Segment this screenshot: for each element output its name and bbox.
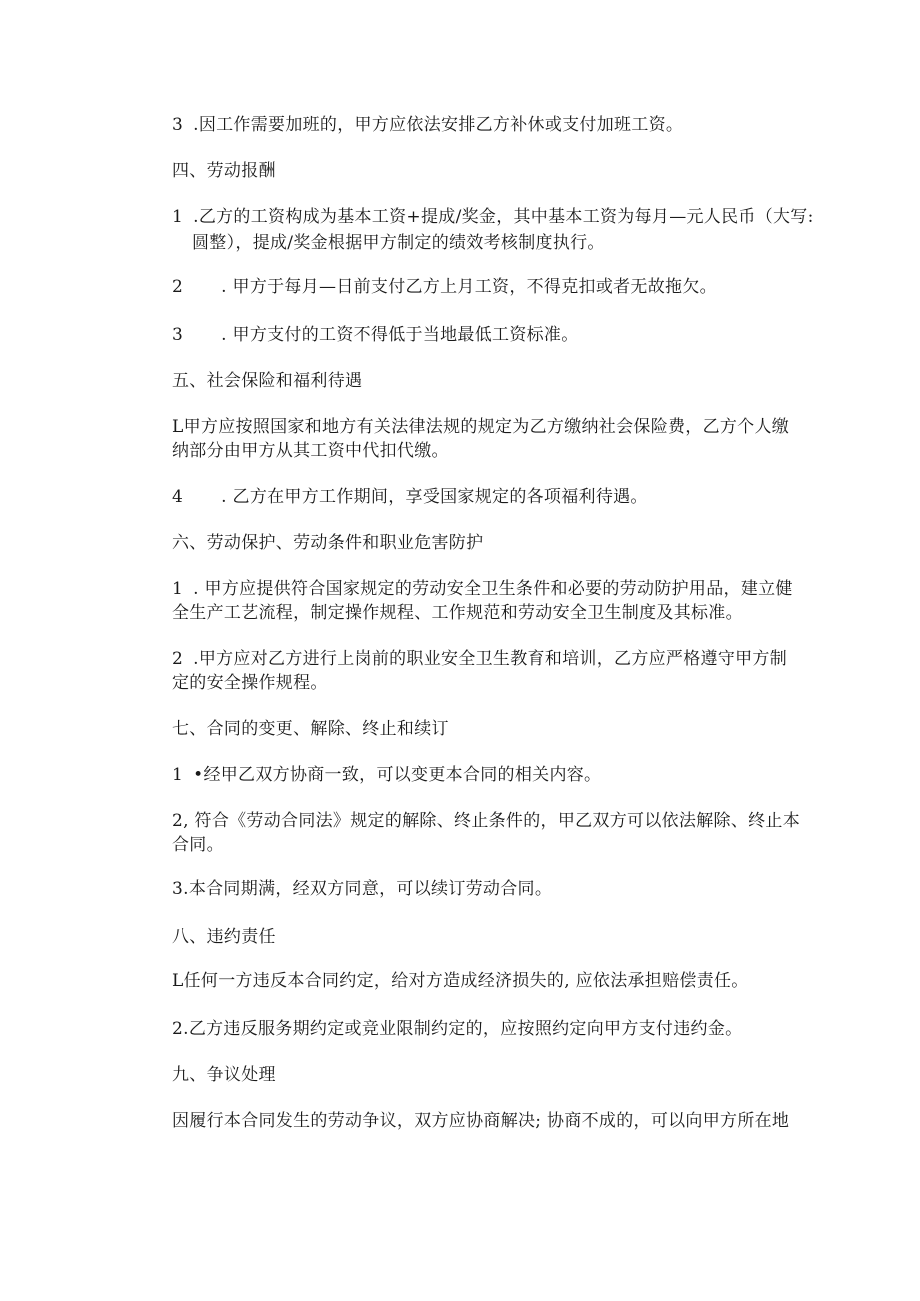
clause-text: .因工作需要加班的，甲方应依法安排乙方补休或支付加班工资。 — [193, 115, 684, 135]
clause-text: 3.本合同期满，经双方同意，可以续订劳动合同。 — [172, 879, 553, 899]
clause-text: •经甲乙双方协商一致，可以变更本合同的相关内容。 — [193, 765, 602, 785]
clause-text: 2.乙方违反服务期约定或竞业限制约定的，应按照约定向甲方支付违约金。 — [172, 1019, 743, 1039]
section-heading-text: 八、违约责任 — [172, 927, 276, 947]
clause-dispute-resolution — [172, 1111, 789, 1131]
clause-3-contract-renewal — [172, 879, 552, 899]
section-heading-4 — [172, 161, 276, 181]
section-heading-5 — [172, 371, 362, 391]
clause-text: 全生产工艺流程，制定操作规程、工作规范和劳动安全卫生制度及其标准。 — [172, 603, 743, 623]
clause-2-safety-training-continued — [172, 673, 328, 693]
section-heading-7 — [172, 719, 449, 739]
clause-2-payday — [172, 277, 717, 297]
clause-2-contract-termination-continued — [172, 835, 224, 855]
clause-number: 4 — [172, 487, 184, 507]
clause-number: 1 — [172, 207, 184, 227]
clause-3-overtime — [172, 115, 683, 135]
clause-3-minimum-wage — [172, 325, 579, 345]
clause-text: L任何一方违反本合同约定，给对方造成经济损失的, 应依法承担赔偿责任。 — [172, 971, 749, 991]
clause-text: .甲方应对乙方进行上岗前的职业安全卫生教育和培训，乙方应严格遵守甲方制 — [193, 649, 788, 669]
section-heading-6 — [172, 533, 483, 553]
clause-text: 定的安全操作规程。 — [172, 673, 328, 693]
clause-1-safety-conditions-continued — [172, 603, 743, 623]
clause-text: . 甲方支付的工资不得低于当地最低工资标准。 — [221, 325, 579, 345]
clause-text: 纳部分由甲方从其工资中代扣代缴。 — [172, 441, 449, 461]
clause-text: . 乙方在甲方工作期间，享受国家规定的各项福利待遇。 — [221, 487, 648, 507]
clause-1-liability — [172, 971, 749, 991]
clause-number: 1 — [172, 765, 184, 785]
clause-4-welfare — [172, 487, 648, 507]
section-heading-8 — [172, 927, 276, 947]
clause-1-social-insurance-continued — [172, 441, 449, 461]
clause-1-salary — [172, 207, 814, 227]
clause-number: 2 — [172, 649, 184, 669]
clause-text: . 甲方应提供符合国家规定的劳动安全卫生条件和必要的劳动防护用品，建立健 — [193, 579, 793, 599]
clause-text: 因履行本合同发生的劳动争议，双方应协商解决; 协商不成的，可以向甲方所在地 — [172, 1111, 790, 1131]
clause-2-contract-termination — [172, 811, 800, 831]
clause-number: 3 — [172, 115, 184, 135]
clause-1-salary-continued — [192, 233, 605, 253]
clause-text: L甲方应按照国家和地方有关法律法规的规定为乙方缴纳社会保险费，乙方个人缴 — [172, 417, 790, 437]
clause-2-safety-training — [172, 649, 787, 669]
section-heading-text: 九、争议处理 — [172, 1065, 276, 1085]
clause-text: .乙方的工资构成为基本工资+提成/奖金，其中基本工资为每月—元人民币（大写: — [193, 207, 814, 227]
section-heading-9 — [172, 1065, 276, 1085]
section-heading-text: 四、劳动报酬 — [172, 161, 276, 181]
clause-1-contract-change — [172, 765, 601, 785]
clause-number: 3 — [172, 325, 184, 345]
clause-number: 1 — [172, 579, 184, 599]
clause-1-social-insurance — [172, 417, 789, 437]
section-heading-text: 五、社会保险和福利待遇 — [172, 371, 363, 391]
clause-text: 圆整），提成/奖金根据甲方制定的绩效考核制度执行。 — [192, 233, 605, 253]
section-heading-text: 六、劳动保护、劳动条件和职业危害防护 — [172, 533, 484, 553]
clause-number: 2 — [172, 277, 184, 297]
clause-text: 合同。 — [172, 835, 224, 855]
clause-text: . 甲方于每月—日前支付乙方上月工资，不得克扣或者无故拖欠。 — [221, 277, 717, 297]
clause-text: 2, 符合《劳动合同法》规定的解除、终止条件的，甲乙双方可以依法解除、终止本 — [172, 811, 801, 831]
clause-1-safety-conditions — [172, 579, 793, 599]
section-heading-text: 七、合同的变更、解除、终止和续订 — [172, 719, 449, 739]
clause-2-penalty — [172, 1019, 742, 1039]
